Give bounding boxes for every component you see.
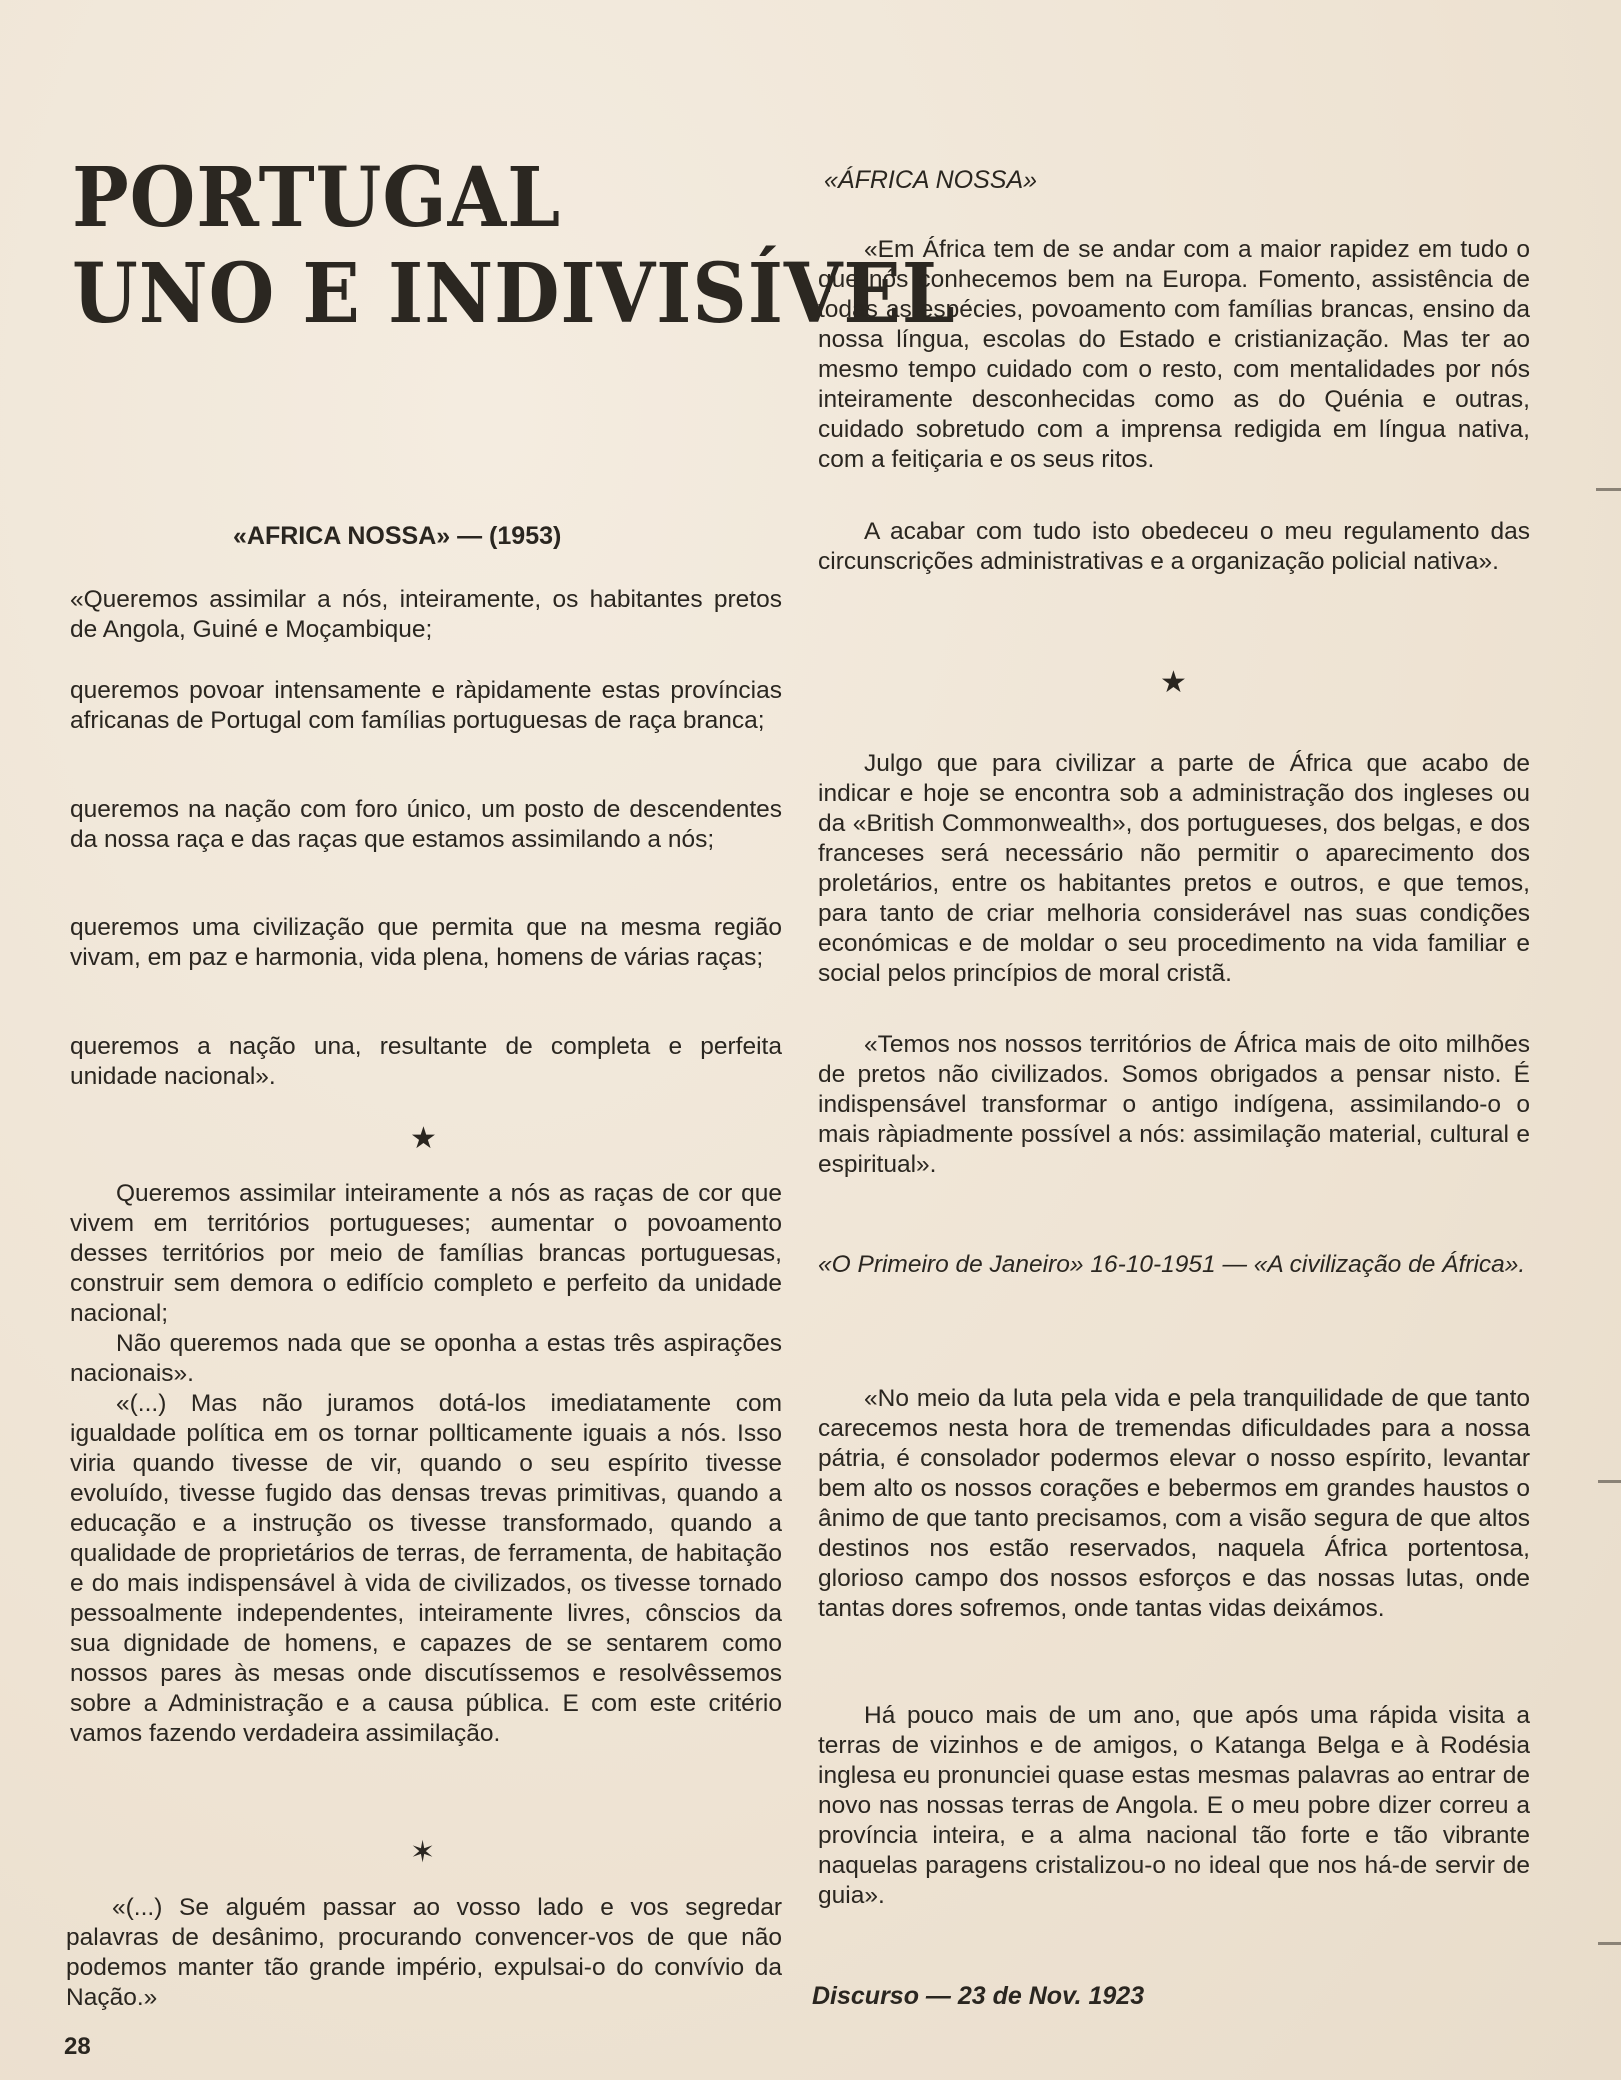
- right-paragraph-2: A acabar com tudo isto obedeceu o meu regulamento das circunscrições administrativas e a organização policial nativa».: [818, 518, 1530, 575]
- left-paragraph-2: queremos povoar intensamente e ràpidamente estas províncias africanas de Portugal com famílias portuguesas de raça branca;: [70, 677, 782, 734]
- edge-mark: [1596, 488, 1621, 491]
- speech-signature: Discurso — 23 de Nov. 1923: [812, 1982, 1145, 2010]
- right-paragraph-5: «No meio da luta pela vida e pela tranquilidade de que tanto carecemos nesta hora de tremendas dificuldades para a nossa pátria, é consolador podermos elevar o nosso espírito, levantar bem alto os nossos corações e bebermos em grandes haustos o ânimo de que tanto precisamos, com a visão segura de que altos destinos nos estão reservados, naquela África portentosa, glorioso campo dos nossos esforços e das nossas lutas, onde tantas dores sofremos, onde tantas vidas deixámos.: [818, 1385, 1530, 1622]
- separator-star-2: ✶: [410, 1836, 436, 1869]
- separator-star-3: ★: [1160, 666, 1187, 699]
- left-paragraph-6: Queremos assimilar inteiramente a nós as raças de cor que vivem em territórios portugueses; aumentar o povoamento desses territórios por meio de famílias brancas portuguesas, construir sem demora o edifício completo e perfeito da unidade nacional;: [70, 1180, 782, 1327]
- right-section-heading: «ÁFRICA NOSSA»: [824, 166, 1038, 194]
- right-paragraph-3: Julgo que para civilizar a parte de África que acabo de indicar e hoje se encontra sob a administração dos ingleses ou da «British Commonwealth», dos portugueses, dos belgas, e dos franceses será necessário não permitir o aparecimento dos proletários, entre os habitantes pretos e outros, e que temos, para tanto de criar melhoria considerável nas suas condições económicas e de moldar o seu procedimento na vida familiar e social pelos princípios de moral cristã.: [818, 750, 1530, 987]
- title-line-2: UNO E INDIVISÍVEL: [72, 246, 956, 342]
- page-number: 28: [64, 2033, 91, 2060]
- right-paragraph-6: Há pouco mais de um ano, que após uma rápida visita a terras de vizinhos e de amigos, o Katanga Belga e à Rodésia inglesa eu pronunciei quase estas mesmas palavras ao entrar de novo nas nossas terras de Angola. E o meu pobre dizer correu a província inteira, e a alma nacional tão forte e tão vibrante naquelas paragens cristalizou-o no ideal que nos há-de servir de guia».: [818, 1702, 1530, 1909]
- left-paragraph-9: «(...) Se alguém passar ao vosso lado e vos segredar palavras de desânimo, procurando convencer-vos de que não podemos manter tão grande império, expulsai-o do convívio da Nação.»: [66, 1894, 782, 2011]
- title-line-1: PORTUGAL: [72, 150, 562, 246]
- left-paragraph-8: «(...) Mas não juramos dotá-los imediatamente com igualdade política em os tornar pollticamente iguais a nós. Isso viria quando tivesse de vir, quando o seu espírito tivesse evoluído, tivesse fugido das densas trevas primitivas, quando a educação e a instrução os tivesse transformado, quando a qualidade de proprietários de terras, de ferramenta, de habitação e do mais indispensável à vida de civilizados, os tivesse tornado pessoalmente independentes, inteiramente livres, cônscios da sua dignidade de homens, e capazes de se sentarem como nossos pares às mesas onde discutíssemos e resolvêssemos sobre a Administração e a causa pública. E com este critério vamos fazendo verdadeira assimilação.: [70, 1390, 782, 1747]
- right-paragraph-4: «Temos nos nossos territórios de África mais de oito milhões de pretos não civilizados. Somos obrigados a pensar nisto. É indispensável transformar o antigo indígena, assimilando-o o mais ràpiadmente possível a nós: assimilação material, cultural e espiritual».: [818, 1031, 1530, 1178]
- right-paragraph-1: «Em África tem de se andar com a maior rapidez em tudo o que nós conhecemos bem na Europa. Fomento, assistência de todas as espécies, povoamento com famílias brancas, ensino da nossa língua, escolas do Estado e cristianização. Mas ter ao mesmo tempo cuidado com o resto, com mentalidades por nós inteiramente desconhecidas como as do Quénia e outras, cuidado sobretudo com a imprensa redigida em língua nativa, com a feitiçaria e os seus ritos.: [818, 236, 1530, 473]
- left-section-heading: «AFRICA NOSSA» — (1953): [233, 522, 562, 550]
- left-paragraph-4: queremos uma civilização que permita que na mesma região vivam, em paz e harmonia, vida plena, homens de várias raças;: [70, 914, 782, 971]
- left-paragraph-1: «Queremos assimilar a nós, inteiramente, os habitantes pretos de Angola, Guiné e Moçambique;: [70, 586, 782, 643]
- left-paragraph-5: queremos a nação una, resultante de completa e perfeita unidade nacional».: [70, 1033, 782, 1090]
- source-citation: «O Primeiro de Janeiro» 16-10-1951 — «A civilização de África».: [818, 1251, 1526, 1278]
- left-paragraph-3: queremos na nação com foro único, um posto de descendentes da nossa raça e das raças que estamos assimilando a nós;: [70, 796, 782, 853]
- edge-mark: [1598, 1480, 1621, 1483]
- edge-mark: [1598, 1942, 1621, 1945]
- left-paragraph-7: Não queremos nada que se oponha a estas três aspirações nacionais».: [70, 1330, 782, 1387]
- separator-star-1: ★: [410, 1122, 437, 1155]
